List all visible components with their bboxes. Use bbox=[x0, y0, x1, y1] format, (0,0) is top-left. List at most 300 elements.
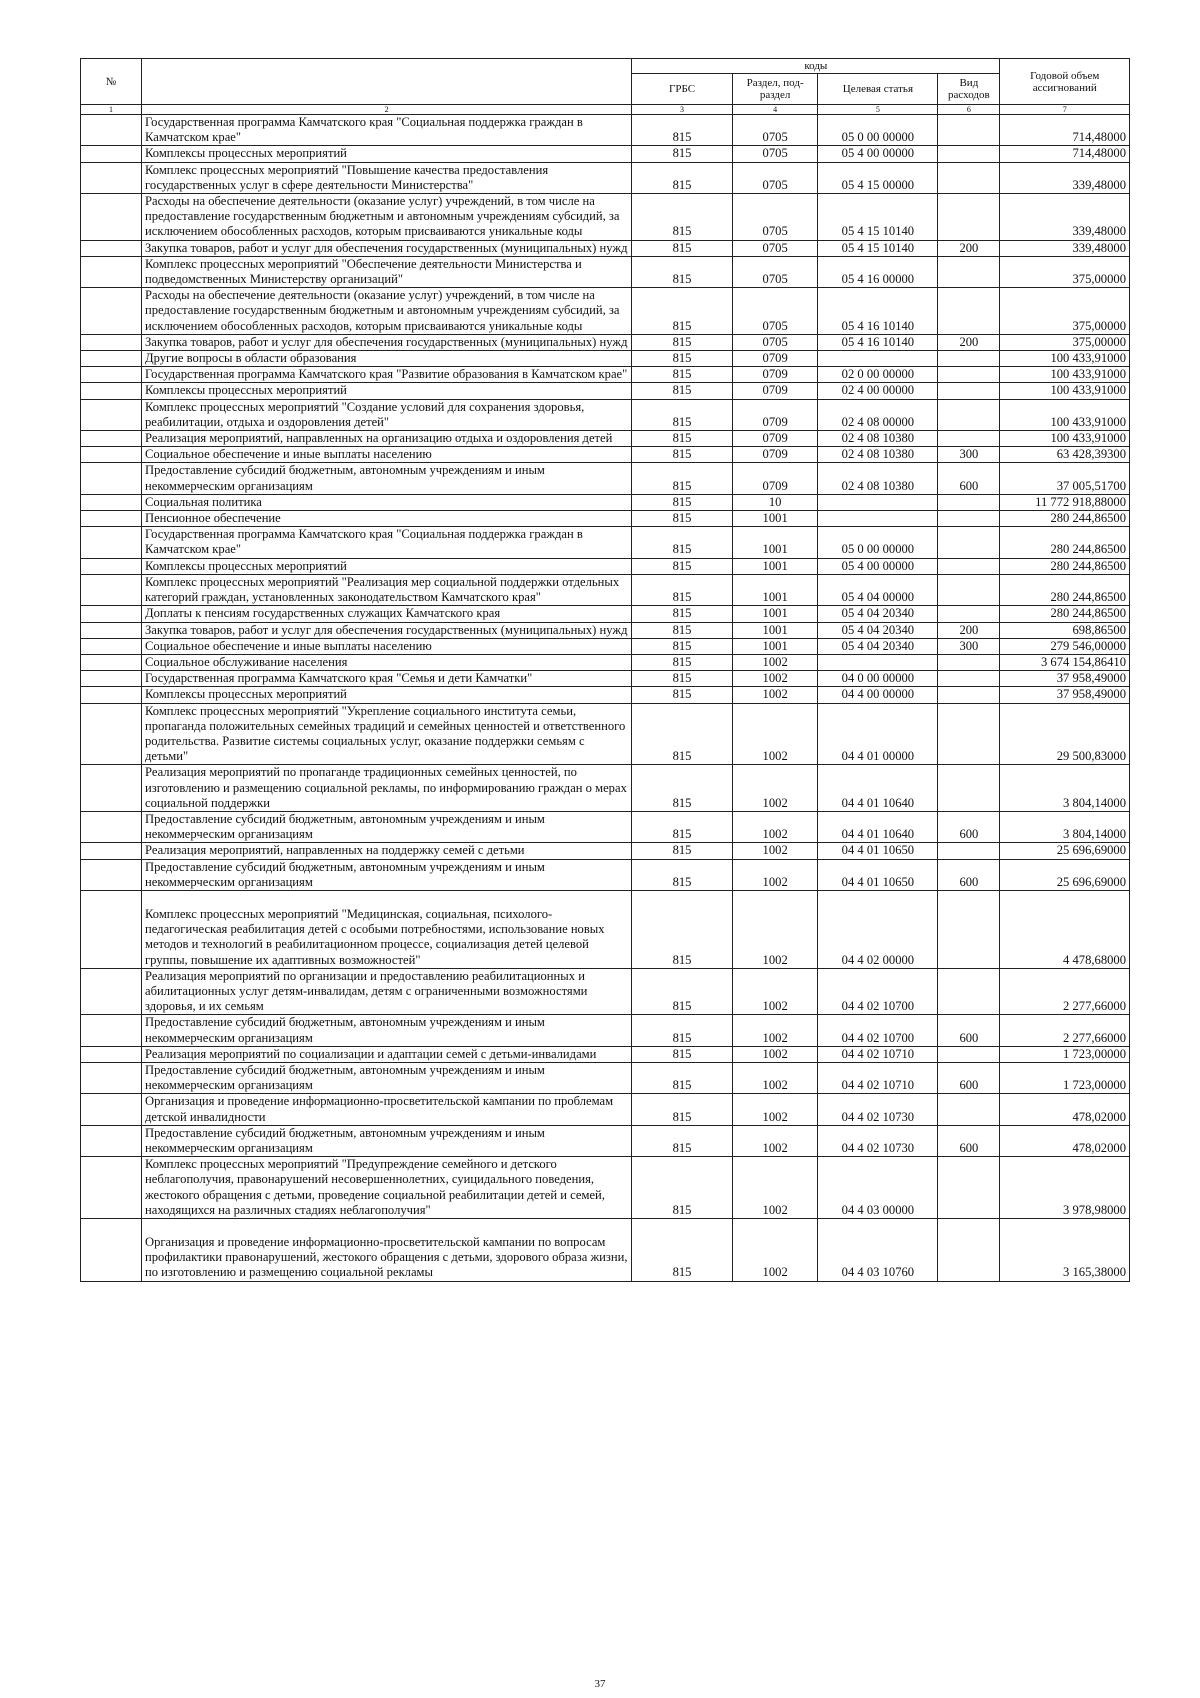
row-target-cell: 05 4 16 00000 bbox=[818, 256, 938, 287]
row-amount-cell: 280 244,86500 bbox=[1000, 558, 1130, 574]
row-target-cell: 05 4 04 20340 bbox=[818, 606, 938, 622]
row-section-cell: 0705 bbox=[732, 334, 818, 350]
row-grbs-cell: 815 bbox=[632, 256, 733, 287]
row-type-cell bbox=[938, 671, 1000, 687]
row-target-cell: 04 4 03 10760 bbox=[818, 1219, 938, 1282]
row-number-cell bbox=[81, 703, 142, 765]
row-amount-cell: 100 433,91000 bbox=[1000, 351, 1130, 367]
row-name-cell: Реализация мероприятий, направленных на поддержку семей с детьми bbox=[142, 843, 632, 859]
row-section-cell: 0705 bbox=[732, 288, 818, 335]
row-type-cell: 600 bbox=[938, 463, 1000, 494]
table-row bbox=[81, 1015, 1130, 1046]
row-section-cell: 1001 bbox=[732, 511, 818, 527]
row-name-cell: Реализация мероприятий по пропаганде традиционных семейных ценностей, по изготовлению и размещению социальной рекламы, по информированию граждан о мерах социальной поддержки bbox=[142, 765, 632, 812]
row-target-cell: 04 4 01 10650 bbox=[818, 843, 938, 859]
row-name-cell: Реализация мероприятий по социализации и адаптации семей с детьми-инвалидами bbox=[142, 1046, 632, 1062]
table-row bbox=[81, 687, 1130, 703]
page-number: 37 bbox=[594, 1678, 606, 1690]
row-number-cell bbox=[81, 1157, 142, 1219]
row-type-cell bbox=[938, 146, 1000, 162]
row-number-cell bbox=[81, 558, 142, 574]
row-name-cell: Реализация мероприятий, направленных на организацию отдыха и оздоровления детей bbox=[142, 431, 632, 447]
table-row bbox=[81, 1219, 1130, 1282]
row-grbs-cell: 815 bbox=[632, 606, 733, 622]
row-grbs-cell: 815 bbox=[632, 115, 733, 146]
table-row bbox=[81, 638, 1130, 654]
row-number-cell bbox=[81, 859, 142, 890]
row-type-cell: 300 bbox=[938, 638, 1000, 654]
row-amount-cell: 375,00000 bbox=[1000, 288, 1130, 335]
row-amount-cell: 100 433,91000 bbox=[1000, 399, 1130, 430]
row-target-cell bbox=[818, 351, 938, 367]
row-section-cell: 0705 bbox=[732, 115, 818, 146]
column-number-2: 2 bbox=[142, 105, 632, 115]
row-number-cell bbox=[81, 162, 142, 193]
row-name-cell: Комплекс процессных мероприятий "Медицинская, социальная, психолого-педагогическая реабилитация детей с особыми потребностями, использование новых методов и технологий в реабилитационном процессе, социализация детей целевой группы, повышение их адаптивных возможностей" bbox=[142, 890, 632, 968]
row-section-cell: 0705 bbox=[732, 240, 818, 256]
row-section-cell: 1002 bbox=[732, 765, 818, 812]
row-grbs-cell: 815 bbox=[632, 703, 733, 765]
row-grbs-cell: 815 bbox=[632, 511, 733, 527]
table-row bbox=[81, 968, 1130, 1015]
row-type-cell: 200 bbox=[938, 240, 1000, 256]
row-name-cell: Комплекс процессных мероприятий "Предупреждение семейного и детского неблагополучия, правонарушений несовершеннолетних, суицидального поведения, жестокого обращения с детьми, проведение социальной реабилитации детей и семей, находящихся на различных стадиях неблагополучия" bbox=[142, 1157, 632, 1219]
table-row bbox=[81, 703, 1130, 765]
row-section-cell: 1002 bbox=[732, 703, 818, 765]
row-amount-cell: 2 277,66000 bbox=[1000, 1015, 1130, 1046]
row-grbs-cell: 815 bbox=[632, 654, 733, 670]
row-amount-cell: 375,00000 bbox=[1000, 334, 1130, 350]
row-type-cell: 600 bbox=[938, 1015, 1000, 1046]
row-amount-cell: 37 958,49000 bbox=[1000, 687, 1130, 703]
row-amount-cell: 37 005,51700 bbox=[1000, 463, 1130, 494]
row-target-cell: 05 0 00 00000 bbox=[818, 527, 938, 558]
row-type-cell bbox=[938, 494, 1000, 510]
row-type-cell bbox=[938, 431, 1000, 447]
row-number-cell bbox=[81, 115, 142, 146]
row-target-cell: 05 4 04 00000 bbox=[818, 574, 938, 605]
row-target-cell: 04 4 01 10640 bbox=[818, 811, 938, 842]
row-amount-cell: 3 804,14000 bbox=[1000, 811, 1130, 842]
table-row bbox=[81, 288, 1130, 335]
row-number-cell bbox=[81, 1125, 142, 1156]
row-section-cell: 0709 bbox=[732, 447, 818, 463]
row-name-cell: Социальная политика bbox=[142, 494, 632, 510]
table-row bbox=[81, 494, 1130, 510]
row-grbs-cell: 815 bbox=[632, 1094, 733, 1125]
row-grbs-cell: 815 bbox=[632, 811, 733, 842]
row-grbs-cell: 815 bbox=[632, 162, 733, 193]
row-type-cell bbox=[938, 1046, 1000, 1062]
row-section-cell: 1002 bbox=[732, 1046, 818, 1062]
row-number-cell bbox=[81, 687, 142, 703]
row-type-cell: 300 bbox=[938, 447, 1000, 463]
row-target-cell bbox=[818, 494, 938, 510]
table-row bbox=[81, 765, 1130, 812]
row-section-cell: 1002 bbox=[732, 1062, 818, 1093]
row-name-cell: Комплекс процессных мероприятий "Укрепление социального института семьи, пропаганда положительных семейных традиций и семейных ценностей и ответственного родительства. Развитие системы социальных услуг, оказание поддержки семьям с детьми" bbox=[142, 703, 632, 765]
column-number-6: 6 bbox=[938, 105, 1000, 115]
row-target-cell: 04 4 02 10700 bbox=[818, 968, 938, 1015]
row-target-cell: 05 4 04 20340 bbox=[818, 638, 938, 654]
row-grbs-cell: 815 bbox=[632, 1046, 733, 1062]
row-name-cell: Закупка товаров, работ и услуг для обеспечения государственных (муниципальных) нужд bbox=[142, 240, 632, 256]
row-amount-cell: 100 433,91000 bbox=[1000, 431, 1130, 447]
row-number-cell bbox=[81, 288, 142, 335]
row-section-cell: 1002 bbox=[732, 1157, 818, 1219]
row-section-cell: 0705 bbox=[732, 256, 818, 287]
row-name-cell: Комплексы процессных мероприятий bbox=[142, 383, 632, 399]
row-type-cell bbox=[938, 383, 1000, 399]
row-amount-cell: 100 433,91000 bbox=[1000, 383, 1130, 399]
row-target-cell: 04 4 03 00000 bbox=[818, 1157, 938, 1219]
row-number-cell bbox=[81, 811, 142, 842]
row-amount-cell: 714,48000 bbox=[1000, 146, 1130, 162]
row-target-cell: 04 4 02 10710 bbox=[818, 1046, 938, 1062]
row-name-cell: Государственная программа Камчатского края "Семья и дети Камчатки" bbox=[142, 671, 632, 687]
table-row bbox=[81, 146, 1130, 162]
row-name-cell: Закупка товаров, работ и услуг для обеспечения государственных (муниципальных) нужд bbox=[142, 334, 632, 350]
row-type-cell: 600 bbox=[938, 1125, 1000, 1156]
row-number-cell bbox=[81, 256, 142, 287]
row-amount-cell: 280 244,86500 bbox=[1000, 511, 1130, 527]
row-type-cell bbox=[938, 399, 1000, 430]
header-name bbox=[142, 59, 632, 105]
header-grbs: ГРБС bbox=[632, 74, 733, 105]
row-number-cell bbox=[81, 606, 142, 622]
row-name-cell: Предоставление субсидий бюджетным, автономным учреждениям и иным некоммерческим организациям bbox=[142, 1015, 632, 1046]
row-target-cell: 02 4 00 00000 bbox=[818, 383, 938, 399]
row-type-cell bbox=[938, 654, 1000, 670]
row-type-cell bbox=[938, 511, 1000, 527]
row-amount-cell: 478,02000 bbox=[1000, 1094, 1130, 1125]
table-row bbox=[81, 1062, 1130, 1093]
row-number-cell bbox=[81, 351, 142, 367]
row-amount-cell: 3 978,98000 bbox=[1000, 1157, 1130, 1219]
row-type-cell: 600 bbox=[938, 859, 1000, 890]
row-amount-cell: 25 696,69000 bbox=[1000, 843, 1130, 859]
row-grbs-cell: 815 bbox=[632, 1157, 733, 1219]
row-target-cell: 02 4 08 10380 bbox=[818, 431, 938, 447]
row-number-cell bbox=[81, 334, 142, 350]
table-row bbox=[81, 890, 1130, 968]
header-target-article: Целевая статья bbox=[818, 74, 938, 105]
row-type-cell bbox=[938, 1157, 1000, 1219]
row-name-cell: Другие вопросы в области образования bbox=[142, 351, 632, 367]
column-number-1: 1 bbox=[81, 105, 142, 115]
row-target-cell: 04 4 02 00000 bbox=[818, 890, 938, 968]
row-amount-cell: 25 696,69000 bbox=[1000, 859, 1130, 890]
row-grbs-cell: 815 bbox=[632, 859, 733, 890]
row-number-cell bbox=[81, 431, 142, 447]
row-section-cell: 1002 bbox=[732, 811, 818, 842]
row-name-cell: Предоставление субсидий бюджетным, автономным учреждениям и иным некоммерческим организациям bbox=[142, 1125, 632, 1156]
row-name-cell: Комплекс процессных мероприятий "Повышение качества предоставления государственных услуг в сфере деятельности Министерства" bbox=[142, 162, 632, 193]
row-number-cell bbox=[81, 447, 142, 463]
row-amount-cell: 29 500,83000 bbox=[1000, 703, 1130, 765]
row-number-cell bbox=[81, 511, 142, 527]
row-type-cell: 200 bbox=[938, 622, 1000, 638]
table-row bbox=[81, 811, 1130, 842]
row-number-cell bbox=[81, 383, 142, 399]
row-target-cell: 05 4 00 00000 bbox=[818, 146, 938, 162]
header-codes: коды bbox=[632, 59, 1000, 74]
row-grbs-cell: 815 bbox=[632, 334, 733, 350]
row-number-cell bbox=[81, 146, 142, 162]
row-grbs-cell: 815 bbox=[632, 622, 733, 638]
row-number-cell bbox=[81, 494, 142, 510]
row-name-cell: Государственная программа Камчатского края "Социальная поддержка граждан в Камчатском крае" bbox=[142, 115, 632, 146]
header-number: № bbox=[81, 59, 142, 105]
row-target-cell: 02 4 08 10380 bbox=[818, 447, 938, 463]
row-target-cell bbox=[818, 654, 938, 670]
row-type-cell bbox=[938, 687, 1000, 703]
row-section-cell: 1002 bbox=[732, 1219, 818, 1282]
row-grbs-cell: 815 bbox=[632, 146, 733, 162]
row-amount-cell: 1 723,00000 bbox=[1000, 1062, 1130, 1093]
row-name-cell: Предоставление субсидий бюджетным, автономным учреждениям и иным некоммерческим организациям bbox=[142, 463, 632, 494]
row-number-cell bbox=[81, 1094, 142, 1125]
table-row bbox=[81, 240, 1130, 256]
row-grbs-cell: 815 bbox=[632, 671, 733, 687]
row-target-cell: 05 4 15 10140 bbox=[818, 194, 938, 241]
row-name-cell: Комплекс процессных мероприятий "Создание условий для сохранения здоровья, реабилитации, отдыха и оздоровления детей" bbox=[142, 399, 632, 430]
row-target-cell: 04 4 02 10730 bbox=[818, 1125, 938, 1156]
row-name-cell: Предоставление субсидий бюджетным, автономным учреждениям и иным некоммерческим организациям bbox=[142, 859, 632, 890]
row-target-cell: 04 4 01 00000 bbox=[818, 703, 938, 765]
row-type-cell: 200 bbox=[938, 334, 1000, 350]
row-name-cell: Комплексы процессных мероприятий bbox=[142, 558, 632, 574]
row-target-cell: 05 4 16 10140 bbox=[818, 288, 938, 335]
row-amount-cell: 478,02000 bbox=[1000, 1125, 1130, 1156]
row-target-cell: 04 4 00 00000 bbox=[818, 687, 938, 703]
row-section-cell: 1001 bbox=[732, 622, 818, 638]
row-grbs-cell: 815 bbox=[632, 383, 733, 399]
row-grbs-cell: 815 bbox=[632, 447, 733, 463]
row-amount-cell: 375,00000 bbox=[1000, 256, 1130, 287]
row-type-cell bbox=[938, 765, 1000, 812]
table-row bbox=[81, 622, 1130, 638]
row-name-cell: Пенсионное обеспечение bbox=[142, 511, 632, 527]
row-section-cell: 1002 bbox=[732, 687, 818, 703]
row-target-cell: 04 4 02 10710 bbox=[818, 1062, 938, 1093]
row-number-cell bbox=[81, 654, 142, 670]
row-number-cell bbox=[81, 367, 142, 383]
row-grbs-cell: 815 bbox=[632, 1062, 733, 1093]
row-section-cell: 1001 bbox=[732, 574, 818, 605]
row-target-cell: 05 0 00 00000 bbox=[818, 115, 938, 146]
row-amount-cell: 280 244,86500 bbox=[1000, 606, 1130, 622]
row-number-cell bbox=[81, 240, 142, 256]
row-section-cell: 1002 bbox=[732, 654, 818, 670]
table-row bbox=[81, 671, 1130, 687]
row-grbs-cell: 815 bbox=[632, 288, 733, 335]
row-name-cell: Организация и проведение информационно-просветительской кампании по проблемам детской инвалидности bbox=[142, 1094, 632, 1125]
row-grbs-cell: 815 bbox=[632, 574, 733, 605]
row-grbs-cell: 815 bbox=[632, 968, 733, 1015]
row-name-cell: Государственная программа Камчатского края "Развитие образования в Камчатском крае" bbox=[142, 367, 632, 383]
column-number-4: 4 bbox=[732, 105, 818, 115]
row-section-cell: 1001 bbox=[732, 558, 818, 574]
row-grbs-cell: 815 bbox=[632, 558, 733, 574]
row-type-cell bbox=[938, 703, 1000, 765]
budget-allocation-table bbox=[80, 58, 1130, 1282]
row-type-cell bbox=[938, 1094, 1000, 1125]
row-section-cell: 1002 bbox=[732, 890, 818, 968]
table-row bbox=[81, 256, 1130, 287]
table-row bbox=[81, 654, 1130, 670]
row-target-cell: 02 0 00 00000 bbox=[818, 367, 938, 383]
row-section-cell: 1001 bbox=[732, 527, 818, 558]
row-target-cell: 05 4 00 00000 bbox=[818, 558, 938, 574]
table-body bbox=[81, 115, 1130, 1282]
row-type-cell bbox=[938, 574, 1000, 605]
row-amount-cell: 280 244,86500 bbox=[1000, 527, 1130, 558]
table-row bbox=[81, 367, 1130, 383]
row-name-cell: Организация и проведение информационно-просветительской кампании по вопросам профилактики правонарушений, жестокого обращения с детьми, здорового образа жизни, по изготовлению и размещению социальной рекламы bbox=[142, 1219, 632, 1282]
column-number-5: 5 bbox=[818, 105, 938, 115]
row-section-cell: 1002 bbox=[732, 968, 818, 1015]
row-type-cell bbox=[938, 367, 1000, 383]
row-amount-cell: 11 772 918,88000 bbox=[1000, 494, 1130, 510]
row-amount-cell: 2 277,66000 bbox=[1000, 968, 1130, 1015]
row-amount-cell: 339,48000 bbox=[1000, 194, 1130, 241]
row-name-cell: Комплекс процессных мероприятий "Обеспечение деятельности Министерства и подведомственных Министерству организаций" bbox=[142, 256, 632, 287]
row-target-cell: 02 4 08 10380 bbox=[818, 463, 938, 494]
row-amount-cell: 714,48000 bbox=[1000, 115, 1130, 146]
row-target-cell: 04 4 01 10640 bbox=[818, 765, 938, 812]
row-number-cell bbox=[81, 463, 142, 494]
row-number-cell bbox=[81, 574, 142, 605]
table-row bbox=[81, 162, 1130, 193]
row-type-cell bbox=[938, 558, 1000, 574]
row-grbs-cell: 815 bbox=[632, 1015, 733, 1046]
row-section-cell: 0709 bbox=[732, 399, 818, 430]
table-row bbox=[81, 1157, 1130, 1219]
row-amount-cell: 339,48000 bbox=[1000, 240, 1130, 256]
row-target-cell: 04 0 00 00000 bbox=[818, 671, 938, 687]
table-row bbox=[81, 194, 1130, 241]
table-row bbox=[81, 399, 1130, 430]
row-type-cell bbox=[938, 968, 1000, 1015]
table-row bbox=[81, 843, 1130, 859]
row-grbs-cell: 815 bbox=[632, 367, 733, 383]
row-type-cell bbox=[938, 1219, 1000, 1282]
row-type-cell bbox=[938, 606, 1000, 622]
row-section-cell: 0709 bbox=[732, 463, 818, 494]
row-amount-cell: 3 674 154,86410 bbox=[1000, 654, 1130, 670]
row-target-cell: 05 4 15 00000 bbox=[818, 162, 938, 193]
row-target-cell: 05 4 16 10140 bbox=[818, 334, 938, 350]
row-target-cell bbox=[818, 511, 938, 527]
row-type-cell bbox=[938, 288, 1000, 335]
row-name-cell: Социальное обеспечение и иные выплаты населению bbox=[142, 447, 632, 463]
row-grbs-cell: 815 bbox=[632, 463, 733, 494]
row-grbs-cell: 815 bbox=[632, 194, 733, 241]
row-amount-cell: 100 433,91000 bbox=[1000, 367, 1130, 383]
row-target-cell: 02 4 08 00000 bbox=[818, 399, 938, 430]
row-section-cell: 1002 bbox=[732, 1125, 818, 1156]
row-name-cell: Доплаты к пенсиям государственных служащих Камчатского края bbox=[142, 606, 632, 622]
row-number-cell bbox=[81, 638, 142, 654]
row-grbs-cell: 815 bbox=[632, 638, 733, 654]
header-expense-type: Вид расходов bbox=[938, 74, 1000, 105]
row-section-cell: 0709 bbox=[732, 431, 818, 447]
header-section: Раздел, под-раздел bbox=[732, 74, 818, 105]
table-row bbox=[81, 1125, 1130, 1156]
table-row bbox=[81, 574, 1130, 605]
row-number-cell bbox=[81, 890, 142, 968]
row-section-cell: 10 bbox=[732, 494, 818, 510]
row-name-cell: Государственная программа Камчатского края "Социальная поддержка граждан в Камчатском крае" bbox=[142, 527, 632, 558]
row-amount-cell: 339,48000 bbox=[1000, 162, 1130, 193]
row-type-cell bbox=[938, 162, 1000, 193]
row-section-cell: 0709 bbox=[732, 383, 818, 399]
table-row bbox=[81, 1046, 1130, 1062]
table-row bbox=[81, 1094, 1130, 1125]
table-row bbox=[81, 606, 1130, 622]
row-name-cell: Комплекс процессных мероприятий "Реализация мер социальной поддержки отдельных категорий граждан, установленных законодательством Камчатского края" bbox=[142, 574, 632, 605]
table-row bbox=[81, 334, 1130, 350]
row-section-cell: 0705 bbox=[732, 146, 818, 162]
row-type-cell bbox=[938, 351, 1000, 367]
column-number-7: 7 bbox=[1000, 105, 1130, 115]
row-name-cell: Расходы на обеспечение деятельности (оказание услуг) учреждений, в том числе на предоставление государственным бюджетным и автономным учреждениям субсидий, за исключением обособленных расходов, которым присваиваются уникальные коды bbox=[142, 288, 632, 335]
row-grbs-cell: 815 bbox=[632, 399, 733, 430]
row-grbs-cell: 815 bbox=[632, 1125, 733, 1156]
row-section-cell: 1002 bbox=[732, 843, 818, 859]
row-name-cell: Реализация мероприятий по организации и предоставлению реабилитационных и абилитационных услуг детям-инвалидам, детям с ограниченными возможностями здоровья, и их семьям bbox=[142, 968, 632, 1015]
row-type-cell: 600 bbox=[938, 1062, 1000, 1093]
row-grbs-cell: 815 bbox=[632, 431, 733, 447]
row-amount-cell: 698,86500 bbox=[1000, 622, 1130, 638]
row-type-cell bbox=[938, 256, 1000, 287]
table-row bbox=[81, 527, 1130, 558]
row-section-cell: 1002 bbox=[732, 859, 818, 890]
column-number-3: 3 bbox=[632, 105, 733, 115]
row-number-cell bbox=[81, 194, 142, 241]
row-grbs-cell: 815 bbox=[632, 240, 733, 256]
row-amount-cell: 279 546,00000 bbox=[1000, 638, 1130, 654]
row-number-cell bbox=[81, 1015, 142, 1046]
row-type-cell bbox=[938, 115, 1000, 146]
row-amount-cell: 63 428,39300 bbox=[1000, 447, 1130, 463]
row-type-cell: 600 bbox=[938, 811, 1000, 842]
row-grbs-cell: 815 bbox=[632, 843, 733, 859]
row-number-cell bbox=[81, 1062, 142, 1093]
row-number-cell bbox=[81, 1046, 142, 1062]
row-name-cell: Социальное обеспечение и иные выплаты населению bbox=[142, 638, 632, 654]
row-amount-cell: 4 478,68000 bbox=[1000, 890, 1130, 968]
row-section-cell: 1001 bbox=[732, 638, 818, 654]
row-section-cell: 1002 bbox=[732, 1094, 818, 1125]
row-grbs-cell: 815 bbox=[632, 1219, 733, 1282]
row-section-cell: 0709 bbox=[732, 367, 818, 383]
row-amount-cell: 3 804,14000 bbox=[1000, 765, 1130, 812]
row-number-cell bbox=[81, 1219, 142, 1282]
row-grbs-cell: 815 bbox=[632, 687, 733, 703]
row-section-cell: 0705 bbox=[732, 162, 818, 193]
row-number-cell bbox=[81, 968, 142, 1015]
row-target-cell: 04 4 02 10700 bbox=[818, 1015, 938, 1046]
row-section-cell: 1001 bbox=[732, 606, 818, 622]
row-amount-cell: 3 165,38000 bbox=[1000, 1219, 1130, 1282]
row-amount-cell: 1 723,00000 bbox=[1000, 1046, 1130, 1062]
table-row bbox=[81, 463, 1130, 494]
row-name-cell: Предоставление субсидий бюджетным, автономным учреждениям и иным некоммерческим организациям bbox=[142, 1062, 632, 1093]
row-type-cell bbox=[938, 194, 1000, 241]
table-row bbox=[81, 351, 1130, 367]
